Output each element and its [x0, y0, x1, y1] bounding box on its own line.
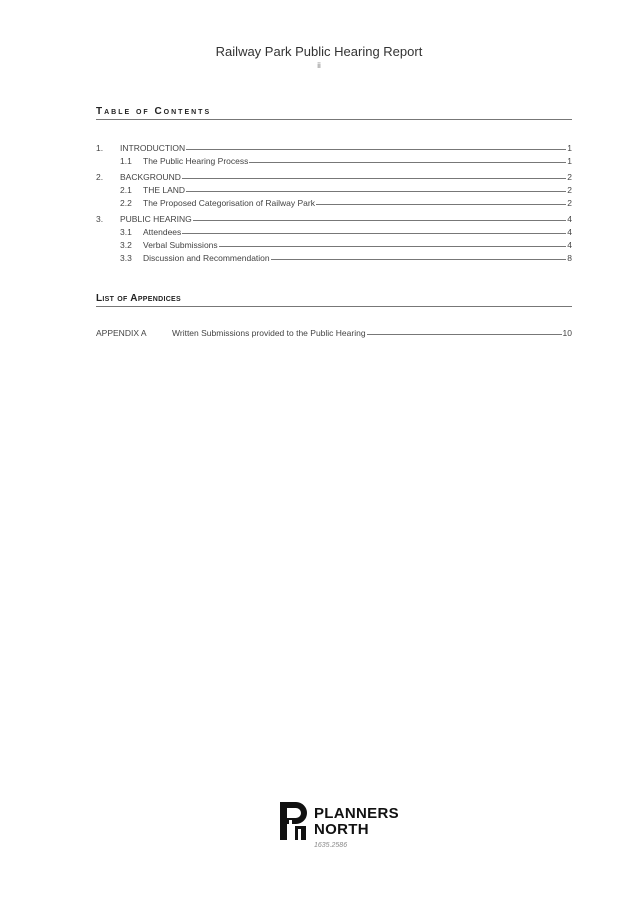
toc-entry-page: 4 — [567, 214, 572, 224]
toc-leader-line — [182, 233, 566, 234]
toc-entry-number: 1. — [96, 143, 104, 153]
appendix-label: APPENDIX A — [96, 328, 147, 338]
toc-entry-title: The Public Hearing Process — [143, 156, 249, 166]
toc-leader-line — [249, 162, 566, 163]
logo-line-1: PLANNERS — [314, 805, 399, 822]
logo-wordmark — [314, 806, 399, 838]
document-code: 1635.2586 — [314, 842, 348, 849]
logo-line-2: NORTH — [314, 821, 369, 838]
toc-entry[interactable] — [96, 182, 572, 195]
toc-entry-page: 2 — [567, 198, 572, 208]
appendix-leader-line — [367, 334, 562, 335]
toc-entry-number: 2.2 — [120, 198, 132, 208]
toc-entry-number: 2.1 — [120, 185, 132, 195]
toc-entry-number: 3. — [96, 214, 104, 224]
toc-leader-line — [182, 178, 566, 179]
toc-entry[interactable] — [96, 250, 572, 263]
toc-entry-title: Verbal Submissions — [143, 240, 218, 250]
toc-entry-title: PUBLIC HEARING — [120, 214, 192, 224]
page-number: ii — [317, 61, 321, 70]
page-title: Railway Park Public Hearing Report — [215, 44, 423, 59]
toc-entry[interactable] — [96, 237, 572, 250]
toc-entry[interactable] — [96, 153, 572, 166]
toc-entry-page: 8 — [567, 253, 572, 263]
appendix-page: 10 — [562, 328, 572, 338]
toc-entry-page: 4 — [567, 227, 572, 237]
toc-leader-line — [271, 259, 567, 260]
toc-leader-line — [316, 204, 566, 205]
appendices-list — [96, 325, 572, 338]
toc-entry-number: 2. — [96, 172, 104, 182]
toc-leader-line — [186, 191, 566, 192]
toc-entry-page: 2 — [567, 185, 572, 195]
toc-entry-number: 3.1 — [120, 227, 132, 237]
toc-entry-page: 1 — [567, 156, 572, 166]
toc-leader-line — [193, 220, 566, 221]
toc-entry[interactable] — [96, 195, 572, 208]
toc-entry-title: Discussion and Recommendation — [143, 253, 270, 263]
toc-entry-page: 2 — [567, 172, 572, 182]
table-of-contents — [96, 140, 572, 263]
toc-entry-page: 1 — [567, 143, 572, 153]
toc-entry-title: THE LAND — [143, 185, 186, 195]
toc-entry-page: 4 — [567, 240, 572, 250]
appendix-title: Written Submissions provided to the Public Hearing — [172, 328, 366, 338]
toc-entry[interactable] — [96, 224, 572, 237]
toc-entry-number: 1.1 — [120, 156, 132, 166]
toc-entry-title: BACKGROUND — [120, 172, 181, 182]
toc-entry-number: 3.3 — [120, 253, 132, 263]
appendix-entry[interactable] — [96, 325, 572, 338]
planners-north-logo — [278, 800, 418, 854]
toc-leader-line — [186, 149, 566, 150]
toc-heading: Table of Contents — [96, 106, 572, 120]
toc-entry-title: INTRODUCTION — [120, 143, 186, 153]
appendices-heading: List of Appendices — [96, 293, 572, 307]
toc-entry-number: 3.2 — [120, 240, 132, 250]
toc-entry[interactable] — [96, 140, 572, 153]
toc-entry[interactable] — [96, 169, 572, 182]
toc-leader-line — [219, 246, 567, 247]
toc-entry[interactable] — [96, 211, 572, 224]
toc-entry-title: Attendees — [143, 227, 182, 237]
logo-mark-icon — [278, 800, 308, 842]
toc-entry-title: The Proposed Categorisation of Railway Park — [143, 198, 315, 208]
